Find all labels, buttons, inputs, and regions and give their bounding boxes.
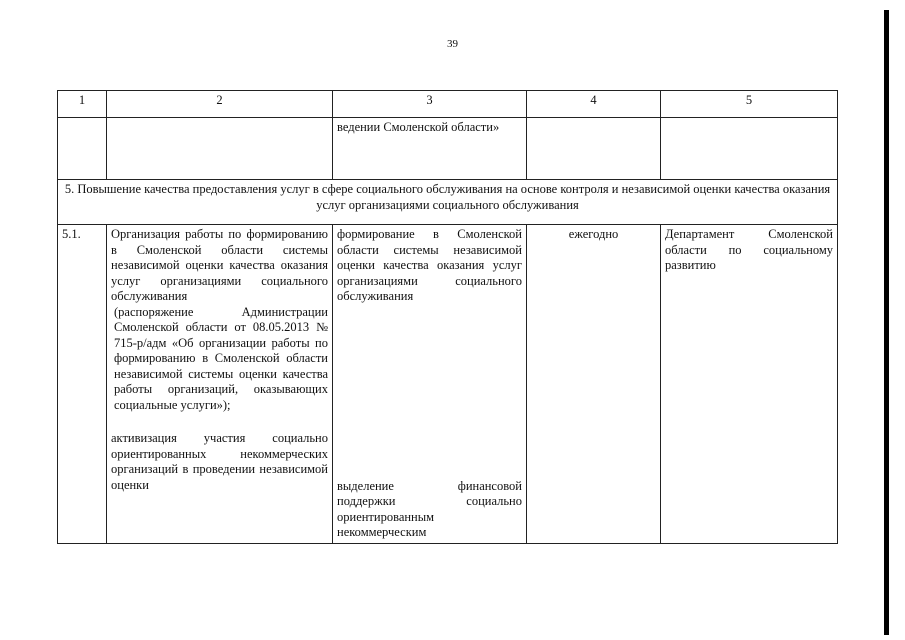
deadline-cell: ежегодно bbox=[527, 225, 661, 544]
continuation-col-3: ведении Смоленской области» bbox=[333, 118, 527, 180]
responsible-cell: Департамент Смоленской области по социальному развитию bbox=[661, 225, 838, 544]
measure-cell bbox=[107, 225, 333, 544]
header-col-1: 1 bbox=[58, 91, 107, 118]
result-cell bbox=[333, 225, 527, 544]
header-col-3: 3 bbox=[333, 91, 527, 118]
measure-text-3: активизация участия социально ориентированных некоммерческих организаций в проведении независимой оценки bbox=[111, 431, 328, 492]
continuation-row bbox=[58, 118, 838, 180]
result-text-1: формирование в Смоленской области системы независимой оценки качества оказания услуг организациями социального обслуживания bbox=[337, 227, 522, 303]
continuation-col-1 bbox=[58, 118, 107, 180]
header-col-5: 5 bbox=[661, 91, 838, 118]
section-title: 5. Повышение качества предоставления услуг в сфере социального обслуживания на основе контроля и независимой оценки качества оказания услуг организациями социального обслуживания bbox=[58, 180, 838, 225]
continuation-col-4 bbox=[527, 118, 661, 180]
result-text-2: выделение финансовой поддержки социально ориентированным некоммерческим bbox=[337, 478, 522, 539]
row-number: 5.1. bbox=[58, 225, 107, 544]
page-number: 39 bbox=[447, 38, 458, 50]
continuation-col-2 bbox=[107, 118, 333, 180]
table-header-row bbox=[58, 91, 838, 118]
header-col-2: 2 bbox=[107, 91, 333, 118]
measures-table bbox=[57, 90, 838, 544]
measure-text-1: Организация работы по формированию в Смоленской области системы независимой оценки качества оказания услуг организациями социального обслуживания bbox=[111, 227, 328, 303]
scan-edge-bar bbox=[884, 10, 889, 635]
table-row bbox=[58, 225, 838, 544]
header-col-4: 4 bbox=[527, 91, 661, 118]
continuation-col-5 bbox=[661, 118, 838, 180]
measure-text-2: (распоряжение Администрации Смоленской области от 08.05.2013 № 715-р/адм «Об организации работы по формированию в Смоленской области независимой системы оценки качества работы организаций, оказывающих социальные услуги»); bbox=[114, 304, 328, 412]
section-row bbox=[58, 180, 838, 225]
